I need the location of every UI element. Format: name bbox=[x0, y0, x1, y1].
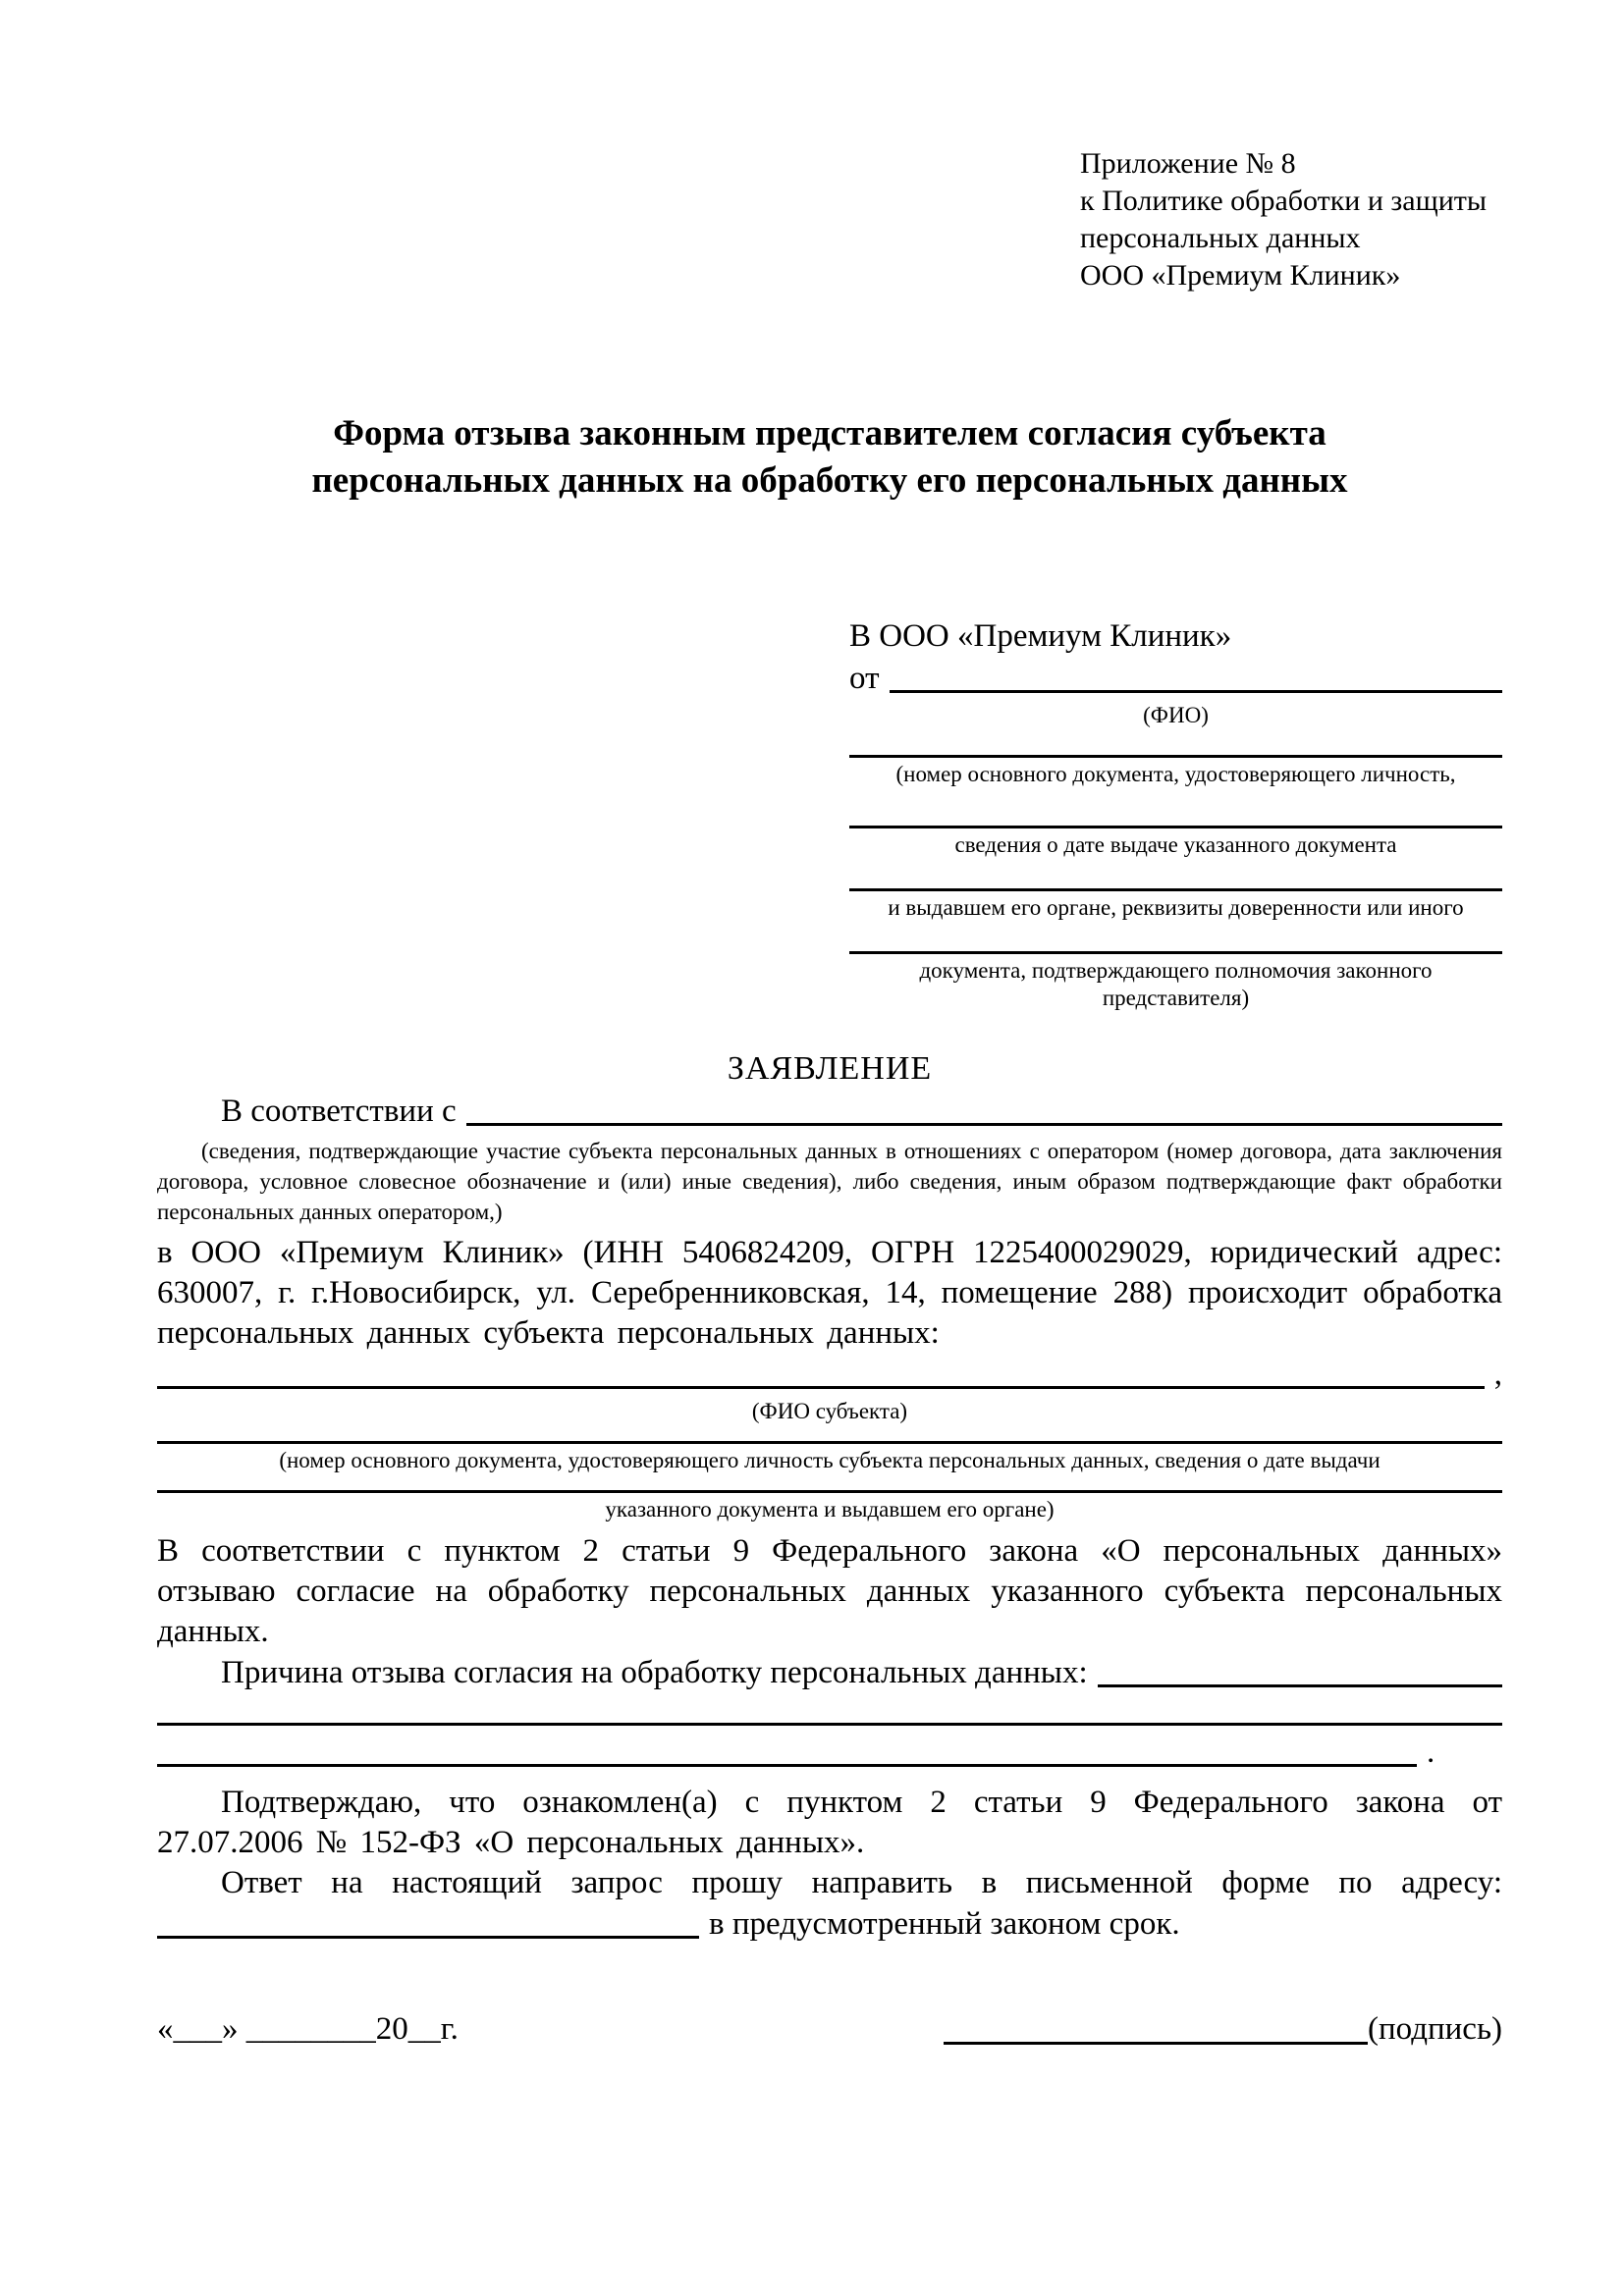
doc-issue-date-blank-line bbox=[849, 826, 1502, 828]
document-title: Форма отзыва законным представителем согласия субъекта персональных данных на обработку его персональных данных bbox=[311, 413, 1348, 501]
reply-prefix-paragraph: Ответ на настоящий запрос прошу направить в письменной форме по адресу: bbox=[221, 1865, 1502, 1900]
appendix-line-3: персональных данных bbox=[1080, 222, 1361, 254]
reason-row bbox=[157, 1652, 1502, 1693]
reason-blank-line-3 bbox=[157, 1764, 1417, 1767]
doc-authority-blank-line bbox=[849, 888, 1502, 891]
reply-address-row bbox=[157, 1903, 1502, 1945]
statement-heading: ЗАЯВЛЕНИЕ bbox=[727, 1050, 933, 1087]
doc-number-blank-line bbox=[849, 755, 1502, 758]
date-line: «___» ________20__г. bbox=[157, 2011, 459, 2047]
blank-line-tail: . bbox=[1427, 1735, 1435, 1770]
intro-prefix: В соответствии с bbox=[221, 1094, 457, 1129]
operator-paragraph: в ООО «Премиум Клиник» (ИНН 5406824209, ОГРН 1225400029029, юридический адрес: 630007, г. г.Новосибирск, ул. Серебренниковская, 14, помещение 288) происходит обработка персональных данных субъекта персональных данных: bbox=[157, 1235, 1502, 1351]
doc-caption-4: документа, подтверждающего полномочия законного представителя) bbox=[919, 958, 1433, 1010]
subject-fio-caption: (ФИО субъекта) bbox=[751, 1399, 908, 1423]
subject-doc-blank-line-2 bbox=[157, 1490, 1502, 1493]
signature-area bbox=[944, 2007, 1502, 2051]
appendix-line-1: Приложение № 8 bbox=[1080, 147, 1296, 180]
intro-note: (сведения, подтверждающие участие субъекта персональных данных в отношениях с оператором (номер договора, дата заключения договора, условное словесное обозначение и (или) иные сведения), либо сведения, иным образом подтверждающие факт обработки персональных данных оператором,) bbox=[157, 1139, 1502, 1224]
intro-row bbox=[157, 1091, 1502, 1132]
addressee-from-row bbox=[849, 658, 1502, 699]
reason-blank-line-2 bbox=[157, 1723, 1502, 1726]
subject-fio-blank-line bbox=[157, 1386, 1485, 1389]
reason-blank-line bbox=[1098, 1684, 1502, 1687]
reason-blank-row-3 bbox=[157, 1732, 1502, 1773]
signature-blank-line bbox=[944, 2042, 1368, 2045]
subject-line-tail: , bbox=[1493, 1357, 1502, 1392]
appendix-line-2: к Политике обработки и защиты bbox=[1080, 185, 1488, 217]
subject-doc-blank-line-1 bbox=[157, 1441, 1502, 1444]
doc-caption-1: (номер основного документа, удостоверяющего личность, bbox=[895, 762, 1456, 786]
intro-blank-line bbox=[466, 1123, 1502, 1126]
subject-doc-caption-2: указанного документа и выдавшем его органе) bbox=[605, 1497, 1055, 1522]
footer-row bbox=[157, 2007, 1502, 2051]
doc-powers-blank-line bbox=[849, 951, 1502, 954]
doc-caption-3: и выдавшем его органе, реквизиты доверенности или иного bbox=[888, 895, 1464, 920]
withdrawal-paragraph: В соответствии с пунктом 2 статьи 9 Федерального закона «О персональных данных» отзываю согласие на обработку персональных данных указанного субъекта персональных данных. bbox=[157, 1533, 1502, 1649]
doc-caption-2: сведения о дате выдаче указанного документа bbox=[954, 832, 1397, 857]
addressee-block bbox=[849, 614, 1502, 1012]
subject-doc-caption-1: (номер основного документа, удостоверяющего личность субъекта персональных данных, сведения о дате выдачи bbox=[279, 1448, 1380, 1472]
signature-caption: (подпись) bbox=[1368, 2011, 1502, 2047]
appendix-line-4: ООО «Премиум Клиник» bbox=[1080, 259, 1401, 292]
fio-blank-line bbox=[890, 690, 1503, 693]
subject-fio-row bbox=[157, 1354, 1502, 1395]
reply-address-blank-line bbox=[157, 1936, 699, 1939]
appendix-header bbox=[1080, 145, 1502, 294]
addressee-to: В ООО «Премиум Клиник» bbox=[849, 618, 1232, 654]
confirm-paragraph: Подтверждаю, что ознакомлен(а) с пунктом 2 статьи 9 Федерального закона от 27.07.2006 № 152-ФЗ «О персональных данных». bbox=[157, 1785, 1502, 1860]
from-label: от bbox=[849, 661, 880, 696]
reason-prefix: Причина отзыва согласия на обработку персональных данных: bbox=[221, 1655, 1088, 1690]
fio-caption: (ФИО) bbox=[1143, 703, 1209, 727]
reply-suffix: в предусмотренный законом срок. bbox=[709, 1906, 1180, 1942]
